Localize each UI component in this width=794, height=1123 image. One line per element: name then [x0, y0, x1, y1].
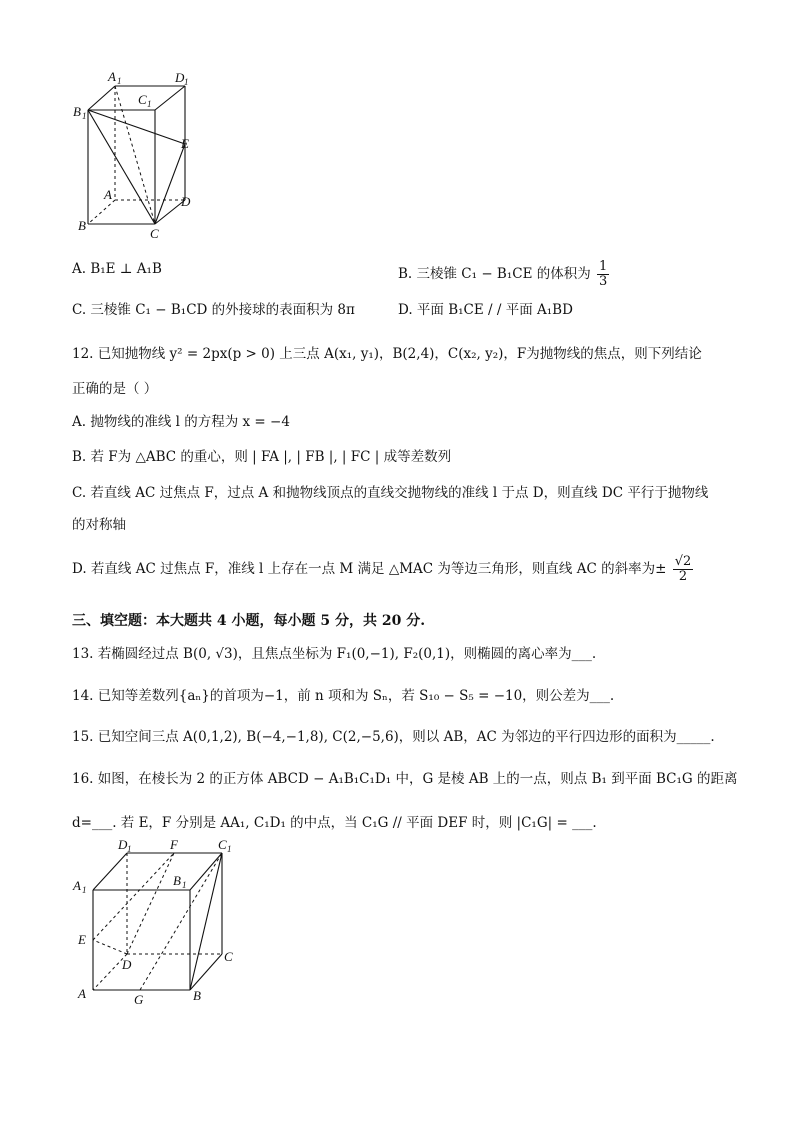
q12-option-c-line1: C. 若直线 AC 过焦点 F，过点 A 和抛物线顶点的直线交抛物线的准线 l 于点 D，则直线 DC 平行于抛物线 — [72, 485, 709, 501]
q12-option-d: D. 若直线 AC 过焦点 F，准线 l 上存在一点 M 满足 △MAC 为等边三角形，则直线 AC 的斜率为± $\frac{√2}{2}$ — [72, 554, 692, 584]
svg-text:1: 1 — [82, 111, 87, 121]
svg-text:1: 1 — [184, 77, 189, 87]
q13: 13. 若椭圆经过点 B(0, √3)，且焦点坐标为 F₁(0,−1), F₂(0,1)，则椭圆的离心率为___. — [72, 646, 597, 662]
label-b1: B — [173, 873, 181, 888]
label-b: B — [193, 988, 201, 1003]
label-d: D — [181, 194, 191, 209]
svg-text:1: 1 — [227, 844, 232, 854]
label-d: D — [122, 957, 132, 972]
svg-text:1: 1 — [82, 885, 87, 895]
q11-option-b: B. 三棱锥 C₁ − B₁CE 的体积为 $\frac{1}{3}$ — [398, 259, 608, 289]
label-c1: C — [138, 92, 147, 107]
q12-stem-line2: 正确的是（ ） — [72, 381, 158, 397]
prism-figure — [70, 68, 200, 243]
label-a: A — [78, 986, 86, 1001]
label-c: C — [224, 949, 233, 964]
label-d1: D — [175, 70, 185, 85]
q14: 14. 已知等差数列{aₙ}的首项为−1，前 n 项和为 Sₙ，若 S₁₀ − S₅ = −10，则公差为___. — [72, 688, 615, 704]
cube-figure — [70, 838, 245, 1010]
label-g: G — [134, 992, 144, 1007]
label-f: F — [170, 838, 178, 852]
q11-option-a: A. B₁E ⊥ A₁B — [72, 261, 162, 277]
svg-text:1: 1 — [182, 880, 187, 890]
label-b: B — [78, 218, 86, 233]
q12-option-a: A. 抛物线的准线 l 的方程为 x = −4 — [72, 414, 290, 430]
q11-option-c: C. 三棱锥 C₁ − B₁CD 的外接球的表面积为 8π — [72, 302, 355, 318]
fraction-one-third: $\frac{1}{3}$ — [599, 259, 608, 289]
fraction-sqrt2-over-2: $\frac{√2}{2}$ — [674, 554, 692, 584]
label-a1: A — [73, 878, 81, 893]
section-heading: 三、填空题：本大题共 4 小题，每小题 5 分，共 20 分. — [72, 613, 426, 629]
label-a: A — [104, 187, 112, 202]
q16-line2: d=___. 若 E，F 分别是 AA₁, C₁D₁ 的中点，当 C₁G // 平面 DEF 时，则 |C₁G| = ___. — [72, 815, 597, 831]
q16-line1: 16. 如图，在棱长为 2 的正方体 ABCD − A₁B₁C₁D₁ 中，G 是棱 AB 上的一点，则点 B₁ 到平面 BC₁G 的距离 — [72, 771, 738, 787]
label-d1: D — [118, 838, 128, 852]
q12-option-b: B. 若 F为 △ABC 的重心，则 | FA |, | FB |, | FC | 成等差数列 — [72, 449, 452, 465]
svg-text:1: 1 — [147, 99, 152, 109]
q12-option-c-line2: 的对称轴 — [72, 517, 126, 533]
q15: 15. 已知空间三点 A(0,1,2), B(−4,−1,8), C(2,−5,6)，则以 AB，AC 为邻边的平行四边形的面积为_____. — [72, 729, 715, 745]
label-c1: C — [218, 838, 227, 852]
svg-text:1: 1 — [127, 844, 132, 854]
svg-text:1: 1 — [117, 76, 122, 86]
q11-option-d: D. 平面 B₁CE / / 平面 A₁BD — [398, 302, 573, 318]
q12-stem-line1: 12. 已知抛物线 y² = 2px(p > 0) 上三点 A(x₁, y₁)，B(2,4)，C(x₂, y₂)，F为抛物线的焦点，则下列结论 — [72, 346, 702, 362]
label-e: E — [181, 136, 189, 151]
label-c: C — [150, 226, 159, 241]
label-e: E — [78, 932, 86, 947]
label-b1: B — [73, 104, 81, 119]
label-a1: A — [108, 69, 116, 84]
